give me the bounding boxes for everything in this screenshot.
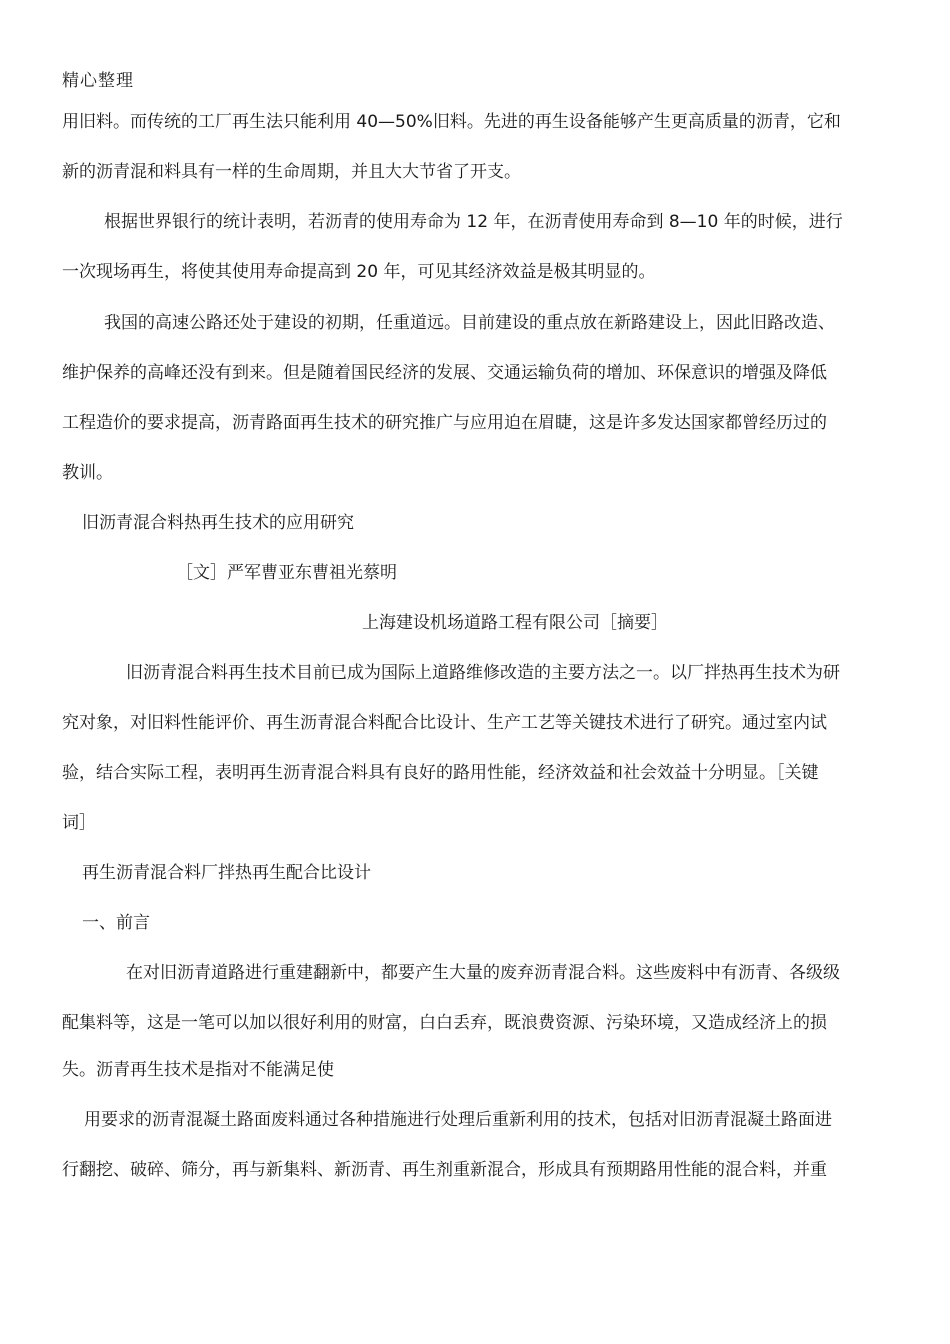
text-line: 新的沥青混和料具有一样的生命周期，并且大大节省了开支。 [62,162,521,182]
text-line: 我国的高速公路还处于建设的初期，任重道远。目前建设的重点放在新路建设上，因此旧路改造、 [104,313,835,333]
section-heading: 一、前言 [82,913,150,933]
article-title: 旧沥青混合料热再生技术的应用研究 [82,513,354,533]
text-line: 教训。 [62,463,113,483]
text-line: 用要求的沥青混凝土路面废料通过各种措施进行处理后重新利用的技术，包括对旧沥青混凝土路面进 [84,1110,832,1130]
keywords: 再生沥青混合料厂拌热再生配合比设计 [82,863,371,883]
text-line: 工程造价的要求提高，沥青路面再生技术的研究推广与应用迫在眉睫，这是许多发达国家都曾经历过的 [62,413,827,433]
header-note: 精心整理 [62,71,134,91]
text-line: 失。沥青再生技术是指对不能满足使 [62,1060,334,1080]
text-line: 验，结合实际工程，表明再生沥青混合料具有良好的路用性能，经济效益和社会效益十分明显。［关键 [62,763,819,783]
text-line: 根据世界银行的统计表明，若沥青的使用寿命为 12 年，在沥青使用寿命到 8—10 年的时候，进行 [104,212,843,232]
text-line: 配集料等，这是一笔可以加以很好利用的财富，白白丢弃，既浪费资源、污染环境，又造成经济上的损 [62,1013,827,1033]
text-line: 在对旧沥青道路进行重建翻新中，都要产生大量的废弃沥青混合料。这些废料中有沥青、各级级 [126,963,840,983]
text-line: 维护保养的高峰还没有到来。但是随着国民经济的发展、交通运输负荷的增加、环保意识的增强及降低 [62,363,827,383]
article-affiliation: 上海建设机场道路工程有限公司［摘要］ [362,613,668,633]
article-authors: ［文］严军曹亚东曹祖光蔡明 [176,563,397,583]
text-line: 行翻挖、破碎、筛分，再与新集料、新沥青、再生剂重新混合，形成具有预期路用性能的混合料，并重 [62,1160,827,1180]
text-line: 究对象，对旧料性能评价、再生沥青混合料配合比设计、生产工艺等关键技术进行了研究。通过室内试 [62,713,827,733]
text-line: 旧沥青混合料再生技术目前已成为国际上道路维修改造的主要方法之一。以厂拌热再生技术为研 [126,663,840,683]
text-line: 用旧料。而传统的工厂再生法只能利用 40—50%旧料。先进的再生设备能够产生更高质量的沥青，它和 [62,112,841,132]
text-line: 词］ [62,813,96,833]
text-line: 一次现场再生，将使其使用寿命提高到 20 年，可见其经济效益是极其明显的。 [62,262,656,282]
